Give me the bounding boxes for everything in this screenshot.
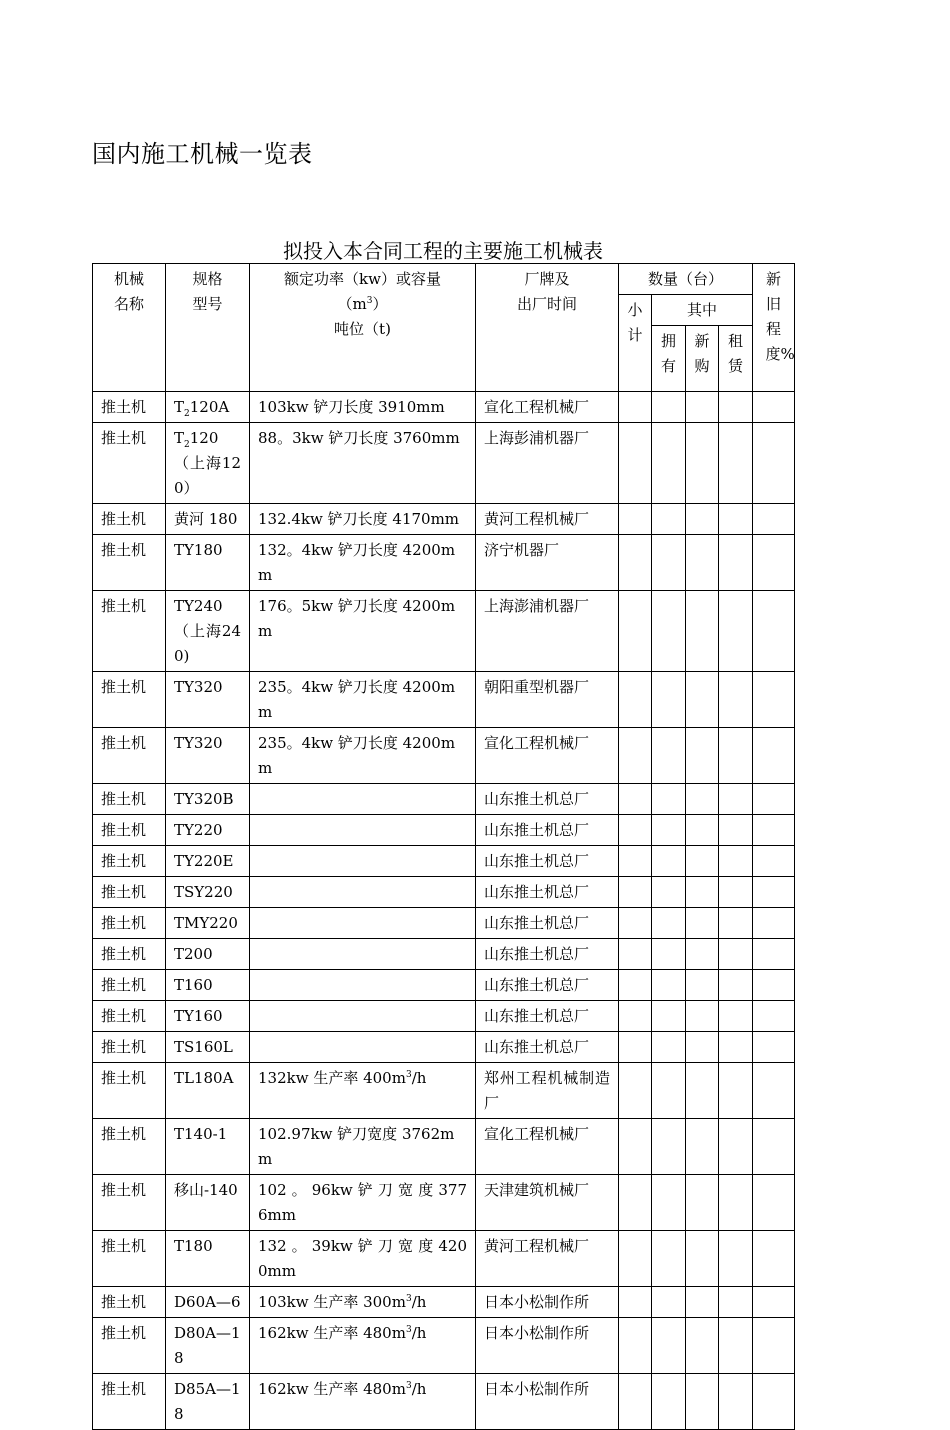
cell-rent xyxy=(719,1001,753,1032)
cell-power xyxy=(250,1001,476,1032)
cell-rent xyxy=(719,877,753,908)
cell-owned xyxy=(652,504,686,535)
cell-owned xyxy=(652,1231,686,1287)
cell-owned xyxy=(652,423,686,504)
cell-factory: 日本小松制作所 xyxy=(476,1374,619,1430)
table-row xyxy=(93,535,795,591)
cell-subtotal xyxy=(619,1231,652,1287)
table-row xyxy=(93,939,795,970)
header-owned xyxy=(652,326,686,392)
cell-power: 102 。 96kw 铲 刀 宽 度 3776mm xyxy=(250,1175,476,1231)
cell-owned xyxy=(652,1287,686,1318)
cell-factory: 山东推土机总厂 xyxy=(476,846,619,877)
header-quantity: 数量（台） xyxy=(619,264,753,295)
header-factory-line2: 出厂时间 xyxy=(516,295,577,313)
cell-new-buy xyxy=(686,392,719,423)
table-row xyxy=(93,392,795,423)
header-subtotal-text: 小计 xyxy=(627,301,643,344)
header-rent xyxy=(719,326,753,392)
cell-factory: 山东推土机总厂 xyxy=(476,877,619,908)
cell-factory: 上海澎浦机器厂 xyxy=(476,591,619,672)
cell-name: 推土机 xyxy=(93,535,166,591)
cell-model: D80A—18 xyxy=(166,1318,250,1374)
cell-model: TY180 xyxy=(166,535,250,591)
cell-power: 162kw 生产率 $480m^3/h$ xyxy=(250,1374,476,1430)
cell-factory: 宣化工程机械厂 xyxy=(476,1119,619,1175)
cell-factory: 宣化工程机械厂 xyxy=(476,392,619,423)
cell-model: TY320 xyxy=(166,672,250,728)
cell-rent xyxy=(719,815,753,846)
table-row xyxy=(93,970,795,1001)
cell-model: TS160L xyxy=(166,1032,250,1063)
cell-condition xyxy=(753,939,795,970)
cell-rent xyxy=(719,1063,753,1119)
cell-subtotal xyxy=(619,1175,652,1231)
cell-subtotal xyxy=(619,1063,652,1119)
cell-rent xyxy=(719,728,753,784)
cell-subtotal xyxy=(619,846,652,877)
cell-power xyxy=(250,877,476,908)
cell-condition xyxy=(753,591,795,672)
cell-owned xyxy=(652,1374,686,1430)
cell-factory: 山东推土机总厂 xyxy=(476,815,619,846)
cell-subtotal xyxy=(619,535,652,591)
cell-power: 176。5kw 铲刀长度 4200mm xyxy=(250,591,476,672)
cell-model: TSY220 xyxy=(166,877,250,908)
table-row xyxy=(93,1032,795,1063)
cell-new-buy xyxy=(686,939,719,970)
cell-subtotal xyxy=(619,1287,652,1318)
table-row xyxy=(93,1231,795,1287)
table-row xyxy=(93,846,795,877)
cell-factory: 朝阳重型机器厂 xyxy=(476,672,619,728)
cell-name: 推土机 xyxy=(93,784,166,815)
cell-new-buy xyxy=(686,784,719,815)
cell-name: 推土机 xyxy=(93,970,166,1001)
cell-condition xyxy=(753,815,795,846)
cell-subtotal xyxy=(619,1032,652,1063)
cell-model: 移山-140 xyxy=(166,1175,250,1231)
cell-new-buy xyxy=(686,1318,719,1374)
cell-condition xyxy=(753,908,795,939)
cell-owned xyxy=(652,1001,686,1032)
cell-owned xyxy=(652,1032,686,1063)
table-row xyxy=(93,1063,795,1119)
cell-owned xyxy=(652,877,686,908)
cell-rent xyxy=(719,591,753,672)
cell-new-buy xyxy=(686,1032,719,1063)
cell-condition xyxy=(753,1175,795,1231)
cell-new-buy xyxy=(686,877,719,908)
header-power-line2-end: ） xyxy=(372,295,388,313)
cell-rent xyxy=(719,908,753,939)
cell-owned xyxy=(652,815,686,846)
cell-power: 235。4kw 铲刀长度 4200mm xyxy=(250,728,476,784)
header-subtotal xyxy=(619,295,652,392)
cell-owned xyxy=(652,908,686,939)
cell-model: 黄河 180 xyxy=(166,504,250,535)
cell-new-buy xyxy=(686,504,719,535)
table-row xyxy=(93,908,795,939)
cell-model: T180 xyxy=(166,1231,250,1287)
cell-subtotal xyxy=(619,672,652,728)
cell-name: 推土机 xyxy=(93,908,166,939)
cell-model: TL180A xyxy=(166,1063,250,1119)
cell-name: 推土机 xyxy=(93,815,166,846)
cell-rent xyxy=(719,1032,753,1063)
cell-power xyxy=(250,846,476,877)
cell-name: 推土机 xyxy=(93,1287,166,1318)
cell-owned xyxy=(652,728,686,784)
cell-subtotal xyxy=(619,908,652,939)
cell-rent xyxy=(719,939,753,970)
cell-condition xyxy=(753,1287,795,1318)
cell-owned xyxy=(652,535,686,591)
cell-new-buy xyxy=(686,535,719,591)
cell-condition xyxy=(753,784,795,815)
cell-rent xyxy=(719,1231,753,1287)
machinery-table xyxy=(92,263,795,1430)
header-condition xyxy=(753,264,795,392)
cell-name: 推土机 xyxy=(93,877,166,908)
cell-power xyxy=(250,784,476,815)
cell-model: $T_2120$（上海120） xyxy=(166,423,250,504)
cell-name: 推土机 xyxy=(93,1175,166,1231)
cell-model: T200 xyxy=(166,939,250,970)
cell-condition xyxy=(753,846,795,877)
cell-name: 推土机 xyxy=(93,1032,166,1063)
cell-condition xyxy=(753,423,795,504)
cell-factory: 日本小松制作所 xyxy=(476,1287,619,1318)
header-power-line1: 额定功率（kw）或容量 xyxy=(284,270,441,288)
cell-owned xyxy=(652,1175,686,1231)
cell-rent xyxy=(719,1175,753,1231)
cell-condition xyxy=(753,1119,795,1175)
header-new-buy xyxy=(686,326,719,392)
cell-subtotal xyxy=(619,939,652,970)
cell-subtotal xyxy=(619,815,652,846)
table-row xyxy=(93,672,795,728)
cell-new-buy xyxy=(686,1374,719,1430)
cell-name: 推土机 xyxy=(93,728,166,784)
cell-model: TMY220 xyxy=(166,908,250,939)
header-name-line1: 机械 xyxy=(113,270,144,288)
cell-factory: 山东推土机总厂 xyxy=(476,1001,619,1032)
cell-factory: 黄河工程机械厂 xyxy=(476,1231,619,1287)
cell-rent xyxy=(719,672,753,728)
cell-subtotal xyxy=(619,1374,652,1430)
cell-power: 103kw 铲刀长度 3910mm xyxy=(250,392,476,423)
cell-condition xyxy=(753,1032,795,1063)
cell-model: D85A—18 xyxy=(166,1374,250,1430)
cell-power xyxy=(250,939,476,970)
cell-rent xyxy=(719,970,753,1001)
cell-new-buy xyxy=(686,1175,719,1231)
cell-model: TY220E xyxy=(166,846,250,877)
cell-name: 推土机 xyxy=(93,591,166,672)
cell-factory: 宣化工程机械厂 xyxy=(476,728,619,784)
cell-subtotal xyxy=(619,504,652,535)
cell-subtotal xyxy=(619,728,652,784)
table-body xyxy=(93,392,795,1430)
header-machine-name xyxy=(93,264,166,392)
cell-name: 推土机 xyxy=(93,939,166,970)
cell-name: 推土机 xyxy=(93,672,166,728)
cell-model: T160 xyxy=(166,970,250,1001)
cell-condition xyxy=(753,672,795,728)
cell-owned xyxy=(652,1119,686,1175)
cell-factory: 济宁机器厂 xyxy=(476,535,619,591)
cell-condition xyxy=(753,1231,795,1287)
cell-condition xyxy=(753,535,795,591)
document-title: 国内施工机械一览表 xyxy=(92,140,313,168)
cell-new-buy xyxy=(686,846,719,877)
header-power-capacity xyxy=(250,264,476,392)
cell-factory: 郑州工程机械制造厂 xyxy=(476,1063,619,1119)
cell-condition xyxy=(753,1063,795,1119)
cell-rent xyxy=(719,504,753,535)
header-power-line3: 吨位（t) xyxy=(334,320,391,338)
table-row xyxy=(93,1175,795,1231)
cell-subtotal xyxy=(619,1318,652,1374)
cell-power: 132 。 39kw 铲 刀 宽 度 4200mm xyxy=(250,1231,476,1287)
cell-rent xyxy=(719,1119,753,1175)
table-header xyxy=(93,264,795,392)
header-name-line2: 名称 xyxy=(113,295,144,313)
cell-name: 推土机 xyxy=(93,423,166,504)
cell-new-buy xyxy=(686,1287,719,1318)
cell-new-buy xyxy=(686,1119,719,1175)
cell-new-buy xyxy=(686,672,719,728)
header-owned-text: 拥有 xyxy=(660,332,676,375)
cell-new-buy xyxy=(686,815,719,846)
cell-model: T140-1 xyxy=(166,1119,250,1175)
cell-condition xyxy=(753,1374,795,1430)
cell-name: 推土机 xyxy=(93,392,166,423)
header-spec-line1: 规格 xyxy=(192,270,223,288)
cell-rent xyxy=(719,423,753,504)
table-row xyxy=(93,591,795,672)
cell-power: 88。3kw 铲刀长度 3760mm xyxy=(250,423,476,504)
cell-model: TY240（上海240) xyxy=(166,591,250,672)
cell-model: TY320B xyxy=(166,784,250,815)
cell-power: 132.4kw 铲刀长度 4170mm xyxy=(250,504,476,535)
cell-owned xyxy=(652,939,686,970)
cell-model: D60A—6 xyxy=(166,1287,250,1318)
header-spec-line2: 型号 xyxy=(192,295,223,313)
cell-name: 推土机 xyxy=(93,1063,166,1119)
cell-factory: 山东推土机总厂 xyxy=(476,784,619,815)
cell-name: 推土机 xyxy=(93,1318,166,1374)
cell-new-buy xyxy=(686,1001,719,1032)
cell-power: 102.97kw 铲刀宽度 3762mm xyxy=(250,1119,476,1175)
header-power-sup: 3 xyxy=(366,296,373,306)
table-row xyxy=(93,504,795,535)
table-row xyxy=(93,1287,795,1318)
cell-power xyxy=(250,970,476,1001)
cell-subtotal xyxy=(619,392,652,423)
cell-condition xyxy=(753,1318,795,1374)
table-caption: 拟投入本合同工程的主要施工机械表 xyxy=(283,239,603,263)
cell-owned xyxy=(652,784,686,815)
cell-subtotal xyxy=(619,970,652,1001)
cell-owned xyxy=(652,672,686,728)
header-factory-date xyxy=(476,264,619,392)
header-spec-model xyxy=(166,264,250,392)
cell-model: TY160 xyxy=(166,1001,250,1032)
cell-factory: 上海彭浦机器厂 xyxy=(476,423,619,504)
cell-subtotal xyxy=(619,423,652,504)
cell-power: 103kw 生产率 $300m^3/h$ xyxy=(250,1287,476,1318)
cell-subtotal xyxy=(619,1001,652,1032)
table-row xyxy=(93,423,795,504)
cell-name: 推土机 xyxy=(93,1001,166,1032)
cell-factory: 日本小松制作所 xyxy=(476,1318,619,1374)
cell-factory: 山东推土机总厂 xyxy=(476,970,619,1001)
cell-rent xyxy=(719,392,753,423)
cell-factory: 山东推土机总厂 xyxy=(476,908,619,939)
cell-power xyxy=(250,815,476,846)
cell-subtotal xyxy=(619,1119,652,1175)
cell-name: 推土机 xyxy=(93,1374,166,1430)
table-row xyxy=(93,1374,795,1430)
cell-model: TY220 xyxy=(166,815,250,846)
table-row xyxy=(93,815,795,846)
cell-rent xyxy=(719,1374,753,1430)
cell-power: 132kw 生产率 $400m^3/h$ xyxy=(250,1063,476,1119)
header-factory-line1: 厂牌及 xyxy=(524,270,570,288)
cell-rent xyxy=(719,784,753,815)
cell-subtotal xyxy=(619,591,652,672)
cell-factory: 黄河工程机械厂 xyxy=(476,504,619,535)
cell-power: 132。4kw 铲刀长度 4200mm xyxy=(250,535,476,591)
cell-rent xyxy=(719,535,753,591)
cell-new-buy xyxy=(686,728,719,784)
cell-name: 推土机 xyxy=(93,1231,166,1287)
cell-owned xyxy=(652,846,686,877)
cell-rent xyxy=(719,846,753,877)
cell-condition xyxy=(753,877,795,908)
cell-factory: 天津建筑机械厂 xyxy=(476,1175,619,1231)
header-rent-text: 租赁 xyxy=(727,332,743,375)
table-row xyxy=(93,728,795,784)
cell-power xyxy=(250,1032,476,1063)
cell-new-buy xyxy=(686,1231,719,1287)
cell-owned xyxy=(652,970,686,1001)
cell-rent xyxy=(719,1318,753,1374)
cell-condition xyxy=(753,392,795,423)
cell-model: $T_2120A$ xyxy=(166,392,250,423)
header-of-which: 其中 xyxy=(652,295,753,326)
cell-name: 推土机 xyxy=(93,846,166,877)
cell-new-buy xyxy=(686,1063,719,1119)
cell-power xyxy=(250,908,476,939)
header-condition-text: 新旧程度% xyxy=(765,270,795,363)
table-row xyxy=(93,1318,795,1374)
header-new-buy-text: 新购 xyxy=(694,332,710,375)
cell-condition xyxy=(753,728,795,784)
table-row xyxy=(93,1119,795,1175)
table-row xyxy=(93,784,795,815)
header-power-line2: （m xyxy=(337,295,367,313)
cell-new-buy xyxy=(686,591,719,672)
cell-factory: 山东推土机总厂 xyxy=(476,1032,619,1063)
cell-owned xyxy=(652,392,686,423)
cell-new-buy xyxy=(686,970,719,1001)
cell-model: TY320 xyxy=(166,728,250,784)
cell-owned xyxy=(652,1063,686,1119)
cell-power: 235。4kw 铲刀长度 4200mm xyxy=(250,672,476,728)
cell-subtotal xyxy=(619,877,652,908)
cell-condition xyxy=(753,970,795,1001)
cell-new-buy xyxy=(686,423,719,504)
cell-name: 推土机 xyxy=(93,504,166,535)
table-row xyxy=(93,877,795,908)
cell-condition xyxy=(753,1001,795,1032)
cell-factory: 山东推土机总厂 xyxy=(476,939,619,970)
cell-owned xyxy=(652,591,686,672)
cell-owned xyxy=(652,1318,686,1374)
table-row xyxy=(93,1001,795,1032)
cell-name: 推土机 xyxy=(93,1119,166,1175)
cell-power: 162kw 生产率 $480m^3/h$ xyxy=(250,1318,476,1374)
cell-rent xyxy=(719,1287,753,1318)
cell-condition xyxy=(753,504,795,535)
cell-new-buy xyxy=(686,908,719,939)
cell-subtotal xyxy=(619,784,652,815)
